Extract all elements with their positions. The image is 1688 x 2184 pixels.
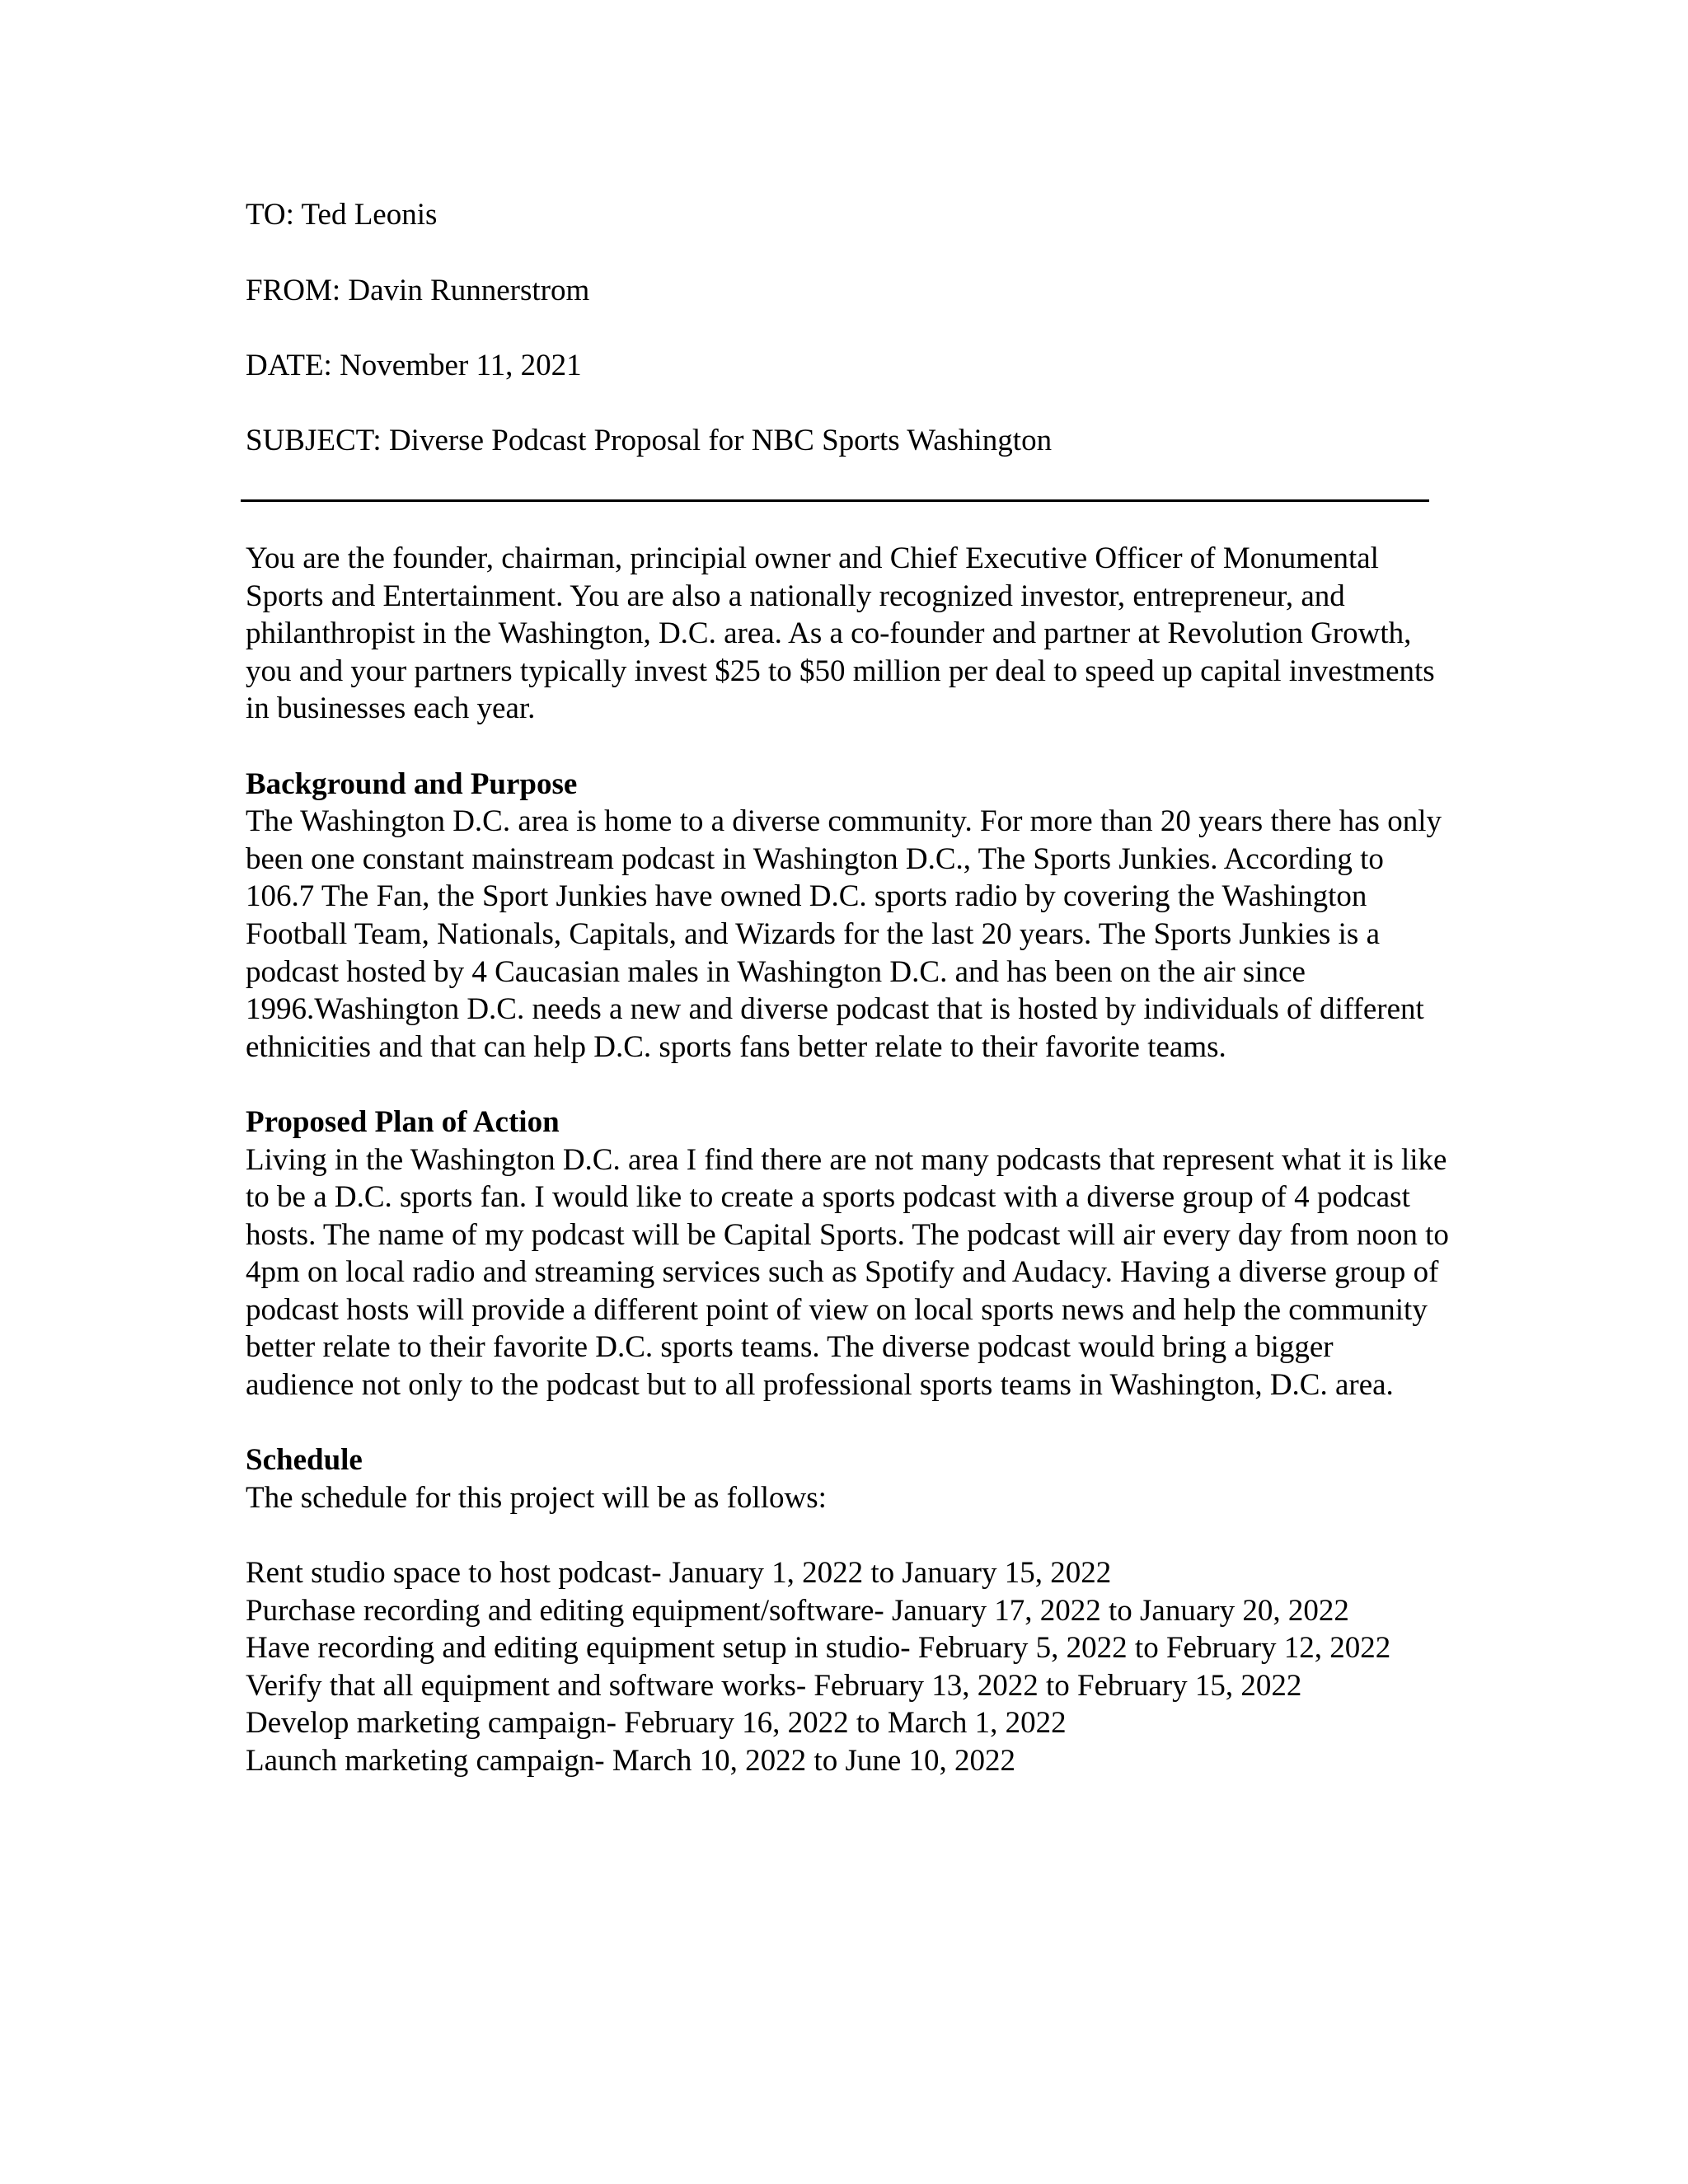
section-heading-plan: Proposed Plan of Action (246, 1104, 560, 1139)
plan-paragraph: Living in the Washington D.C. area I find there are not many podcasts that represent what it is like to be a D.C. sports fan. I would like to create a sports podcast with a diverse group of 4 podcast hosts. The name of my podcast will be Capital Sports. The podcast will air every day from noon to 4pm on local radio and streaming services such as Spotify and Audacy. Having a diverse group of podcast hosts will provide a different point of view on local sports news and help the community better relate to their favorite D.C. sports teams. The diverse podcast would bring a bigger audience not only to the podcast but to all professional sports teams in Washington, D.C. area. (246, 1142, 1449, 1403)
section-background (246, 766, 1449, 1066)
memo-from: FROM: Davin Runnerstrom (246, 274, 590, 307)
schedule-item: Verify that all equipment and software works- February 13, 2022 to February 15, 2022 (246, 1668, 1302, 1703)
memo-date: DATE: November 11, 2021 (246, 349, 582, 382)
section-heading-schedule: Schedule (246, 1443, 363, 1478)
schedule-item: Purchase recording and editing equipment/software- January 17, 2022 to January 20, 2022 (246, 1593, 1349, 1628)
background-paragraph: The Washington D.C. area is home to a diverse community. For more than 20 years there has only been one constant mainstream podcast in Washington D.C., The Sports Junkies. According to 106.7 The Fan, the Sport Junkies have owned D.C. sports radio by covering the Washington Football Team, Nationals, Capitals, and Wizards for the last 20 years. The Sports Junkies is a podcast hosted by 4 Caucasian males in Washington D.C. and has been on the air since 1996.Washington D.C. needs a new and diverse podcast that is hosted by individuals of different ethnicities and that can help D.C. sports fans better relate to their favorite teams. (246, 804, 1442, 1064)
schedule-item: Launch marketing campaign- March 10, 2022 to June 10, 2022 (246, 1744, 1016, 1778)
section-schedule (246, 1441, 1449, 1779)
schedule-item: Develop marketing campaign- February 16, 2022 to March 1, 2022 (246, 1706, 1067, 1741)
header-divider (241, 499, 1429, 502)
schedule-item: Rent studio space to host podcast- January 1, 2022 to January 15, 2022 (246, 1556, 1112, 1591)
section-heading-background: Background and Purpose (246, 766, 578, 801)
memo-to: TO: Ted Leonis (246, 198, 438, 232)
schedule-list (246, 1554, 1449, 1780)
memo-subject: SUBJECT: Diverse Podcast Proposal for NBC Sports Washington (246, 424, 1053, 457)
schedule-intro: The schedule for this project will be as follows: (246, 1480, 827, 1515)
intro-paragraph: You are the founder, chairman, principial owner and Chief Executive Officer of Monumental Sports and Entertainment. You are also a nationally recognized investor, entrepreneur, and philanthropist in the Washington, D.C. area. As a co-founder and partner at Revolution Growth, you and your partners typically invest $25 to $50 million per deal to speed up capital investments in businesses each year. (246, 541, 1435, 726)
memo-body (246, 540, 1449, 1780)
section-plan (246, 1104, 1449, 1404)
schedule-item: Have recording and editing equipment setup in studio- February 5, 2022 to February 12, 2022 (246, 1631, 1391, 1666)
